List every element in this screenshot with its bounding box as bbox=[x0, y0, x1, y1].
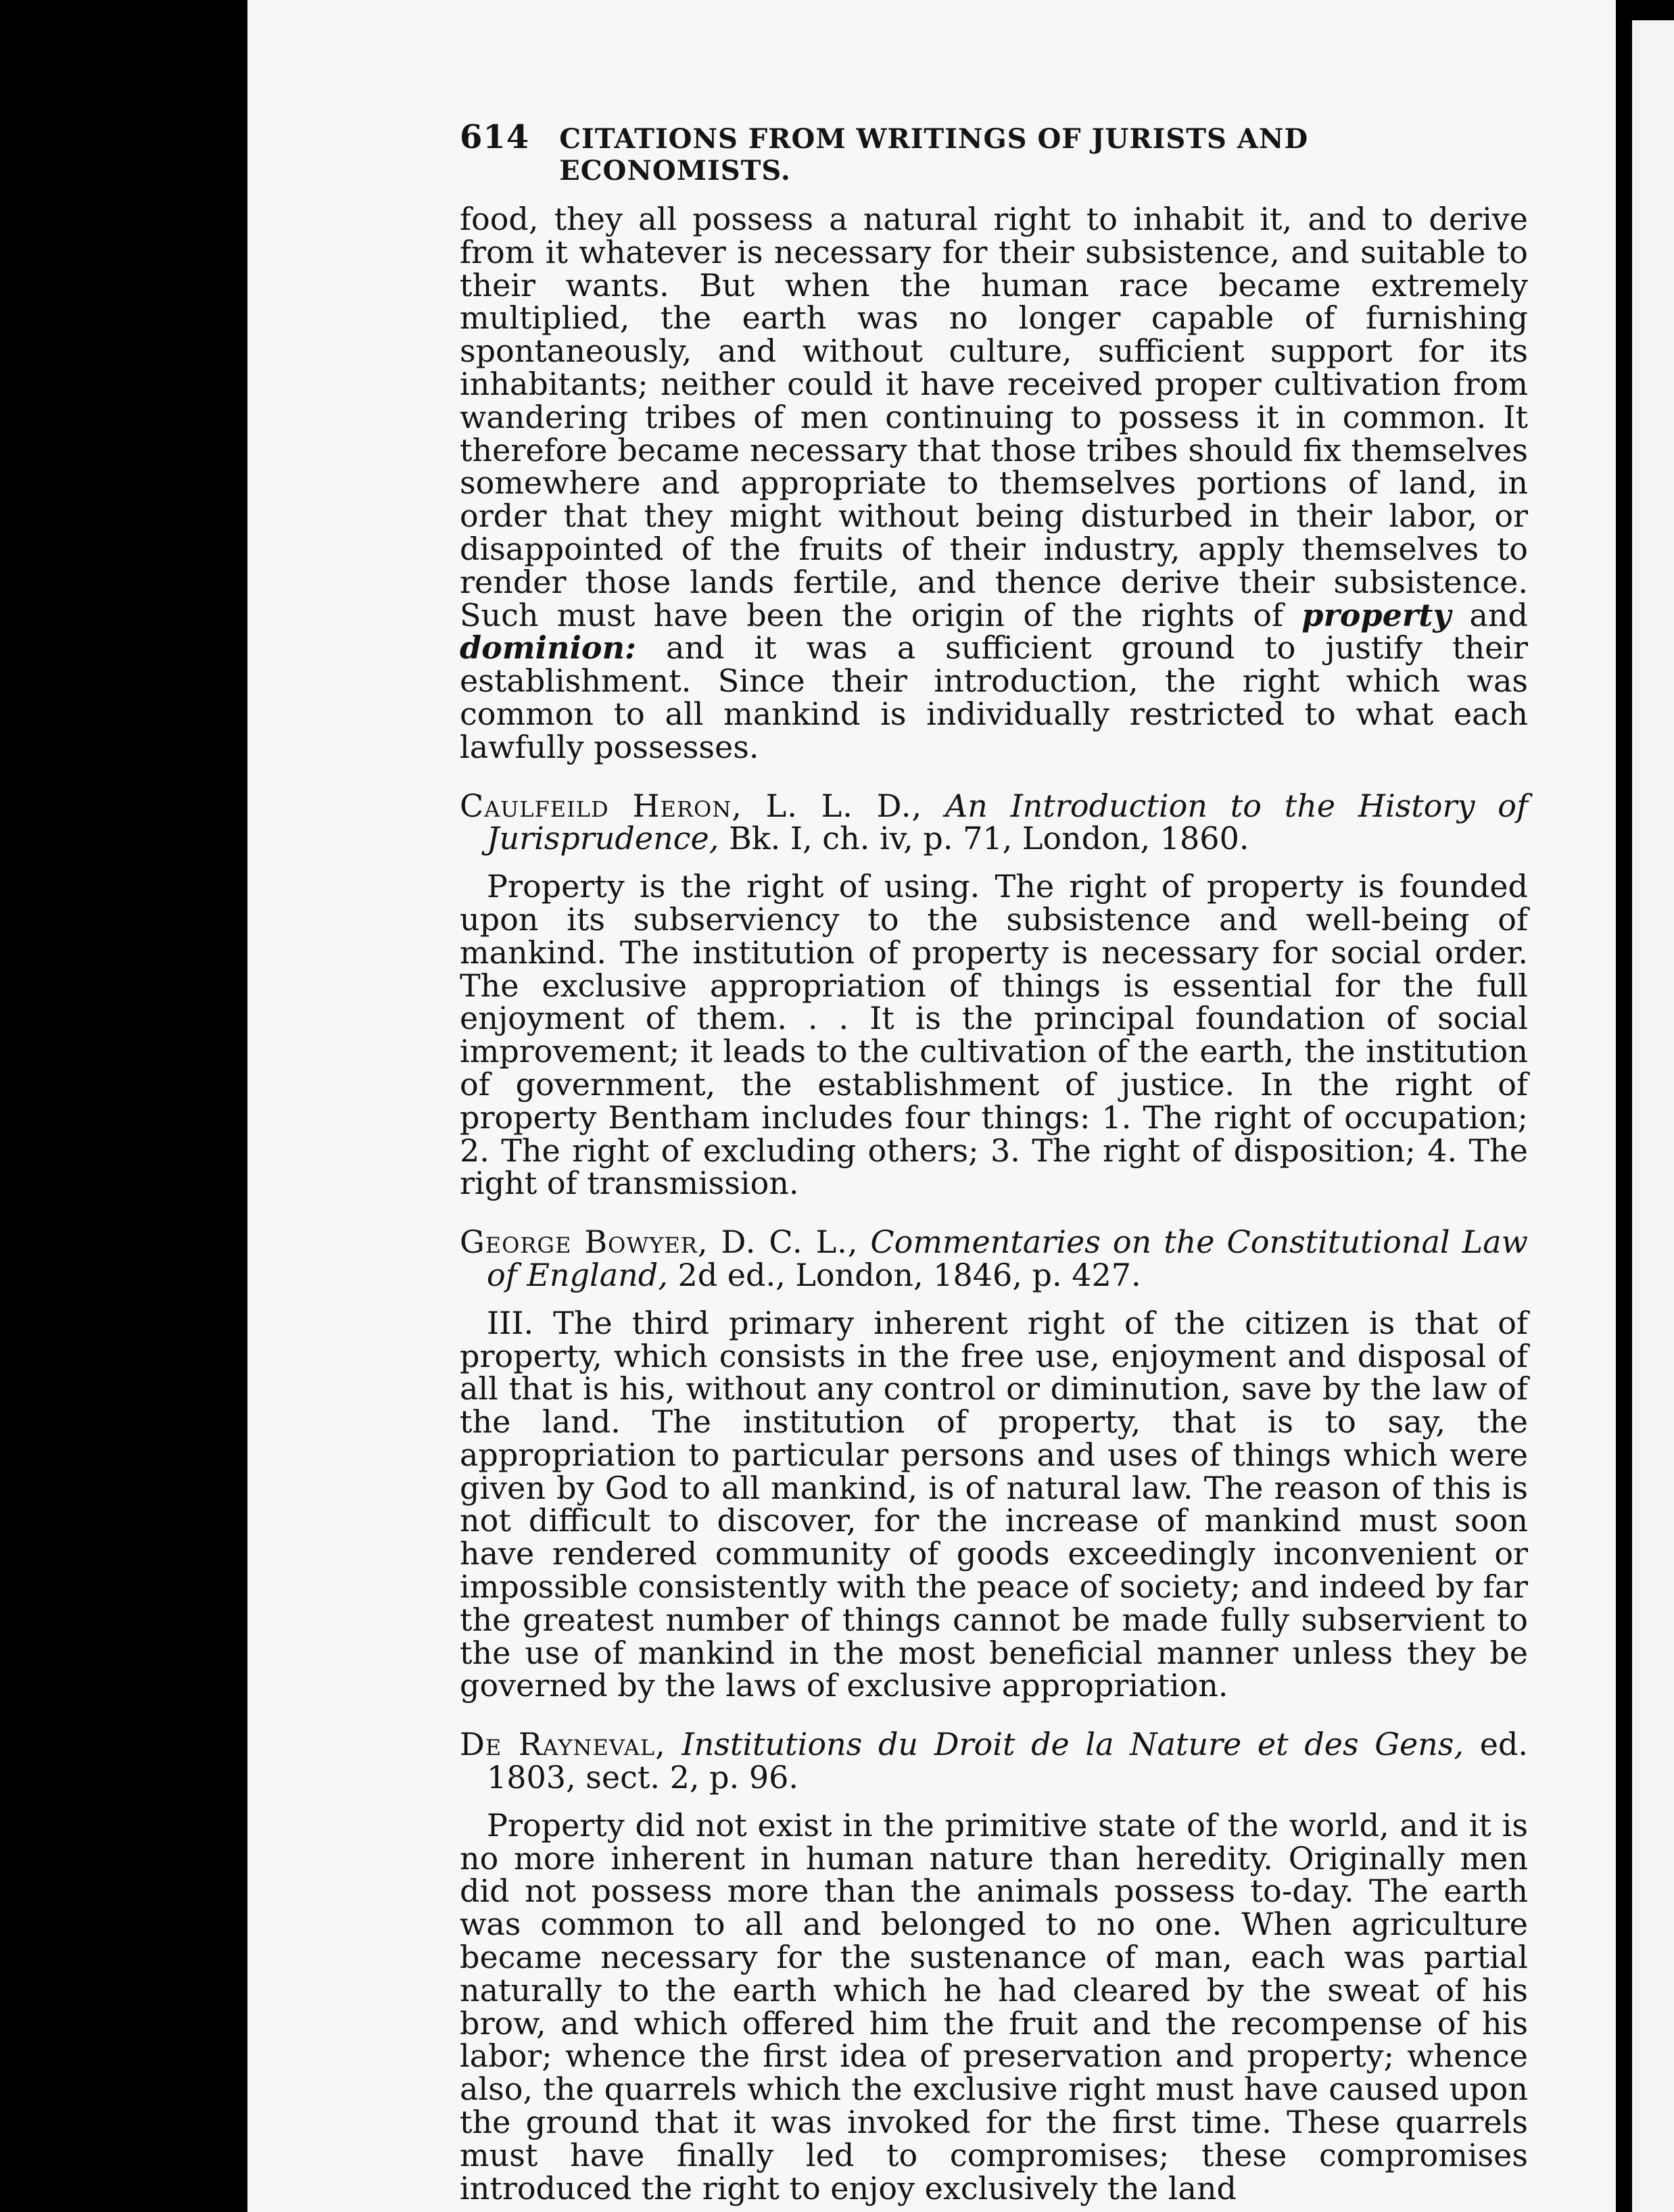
citation-title: Commentaries on the Constitutional Law of England, bbox=[487, 1224, 1528, 1293]
page-number: 614 bbox=[460, 118, 530, 156]
citation-entry-bowyer bbox=[460, 1226, 1528, 1702]
paragraph-text: and bbox=[1451, 596, 1528, 633]
citation-title: An Introduction to the History of Jurisprudence, bbox=[487, 787, 1528, 857]
citation-entry-rayneval bbox=[460, 1728, 1528, 2205]
quotation-text: III. The third primary inherent right of the citizen is that of property, which consists in the free use, enjoyment and disposal of all that is his, without any control or diminution, save by the law of the land. The institution of property, that is to say, the appropriation to particular persons and uses of things which were given by God to all mankind, is of natural law. The reason of this is not difficult to discover, for the increase of mankind must soon have rendered community of goods exceedingly inconvenient or impossible consistently with the peace of society; and indeed by far the greatest number of things cannot be made fully subservient to the use of mankind in the most beneficial manner unless they be governed by the laws of exclusive appropriation. bbox=[460, 1304, 1528, 1704]
facing-page-edge bbox=[1632, 20, 1674, 2212]
citation-title: Institutions du Droit de la Nature et des Gens, bbox=[681, 1726, 1464, 1763]
emphasis-property: property bbox=[1301, 596, 1452, 633]
citation-heading bbox=[460, 787, 1528, 857]
page-text bbox=[460, 118, 1528, 2205]
citation-author: De Rayneval, bbox=[460, 1726, 666, 1763]
citation-details: Bk. I, ch. iv, p. 71, London, 1860. bbox=[728, 820, 1249, 857]
paragraph-text: food, they all possess a natural right to inhabit it, and to derive from it whatever is necessary for their subsistence, and suitable to their wants. But when the human race became extremely multiplied, the earth was no longer capable of furnishing spontaneously, and without culture, sufficient support for its inhabitants; neither could it have received proper cultivation from wandering tribes of men continuing to possess it in common. It therefore became necessary that those tribes should fix themselves somewhere and appropriate to themselves portions of land, in order that they might without being disturbed in their labor, or disappointed of the fruits of their industry, apply themselves to render those lands fertile, and thence derive their subsistence. Such must have been the origin of the rights of bbox=[460, 201, 1528, 633]
citation-details: 2d ed., London, 1846, p. 427. bbox=[677, 1256, 1141, 1293]
citation-author: Caulfeild Heron, L. L. D., bbox=[460, 787, 923, 824]
continued-paragraph bbox=[460, 203, 1528, 764]
running-head bbox=[460, 118, 1528, 187]
quotation-text: Property is the right of using. The right of property is founded upon its subserviency to the subsistence and well-being of mankind. The institution of property is necessary for social order. The exclusive appropriation of things is essential for the full enjoyment of them. . . It is the principal foundation of social improvement; it leads to the cultivation of the earth, the institution of government, the establishment of justice. In the right of property Bentham includes four things: 1. The right of occupation; 2. The right of excluding others; 3. The right of disposition; 4. The right of transmission. bbox=[460, 868, 1528, 1202]
page-edge-shadow bbox=[1616, 0, 1632, 2212]
paragraph-text: and it was a sufficient ground to justify their establishment. Since their introduction, the right which was common to all mankind is individually restricted to what each lawfully possesses. bbox=[460, 629, 1528, 765]
emphasis-dominion: dominion: bbox=[460, 629, 637, 667]
citation-author: George Bowyer, D. C. L., bbox=[460, 1224, 859, 1261]
citation-details: ed. 1803, sect. 2, p. 96. bbox=[487, 1726, 1529, 1796]
citation-heading bbox=[460, 1226, 1528, 1292]
running-title: CITATIONS FROM WRITINGS OF JURISTS AND ECONOMISTS. bbox=[559, 123, 1309, 187]
citation-entry-heron bbox=[460, 787, 1528, 1202]
quotation-text: Property did not exist in the primitive state of the world, and it is no more inherent in human nature than heredity. Originally men did not possess more than the animals possess to-day. The earth was common to all and belonged to no one. When agriculture became necessary for the sustenance of man, each was partial naturally to the earth which he had cleared by the sweat of his brow, and which offered him the fruit and the recompense of his labor; whence the first idea of preservation and property; whence also, the quarrels which the exclusive right must have caused upon the ground that it was invoked for the first time. These quarrels must have finally led to compromises; these compromises introduced the right to enjoy exclusively the land bbox=[460, 1806, 1528, 2207]
citation-heading bbox=[460, 1728, 1528, 1794]
